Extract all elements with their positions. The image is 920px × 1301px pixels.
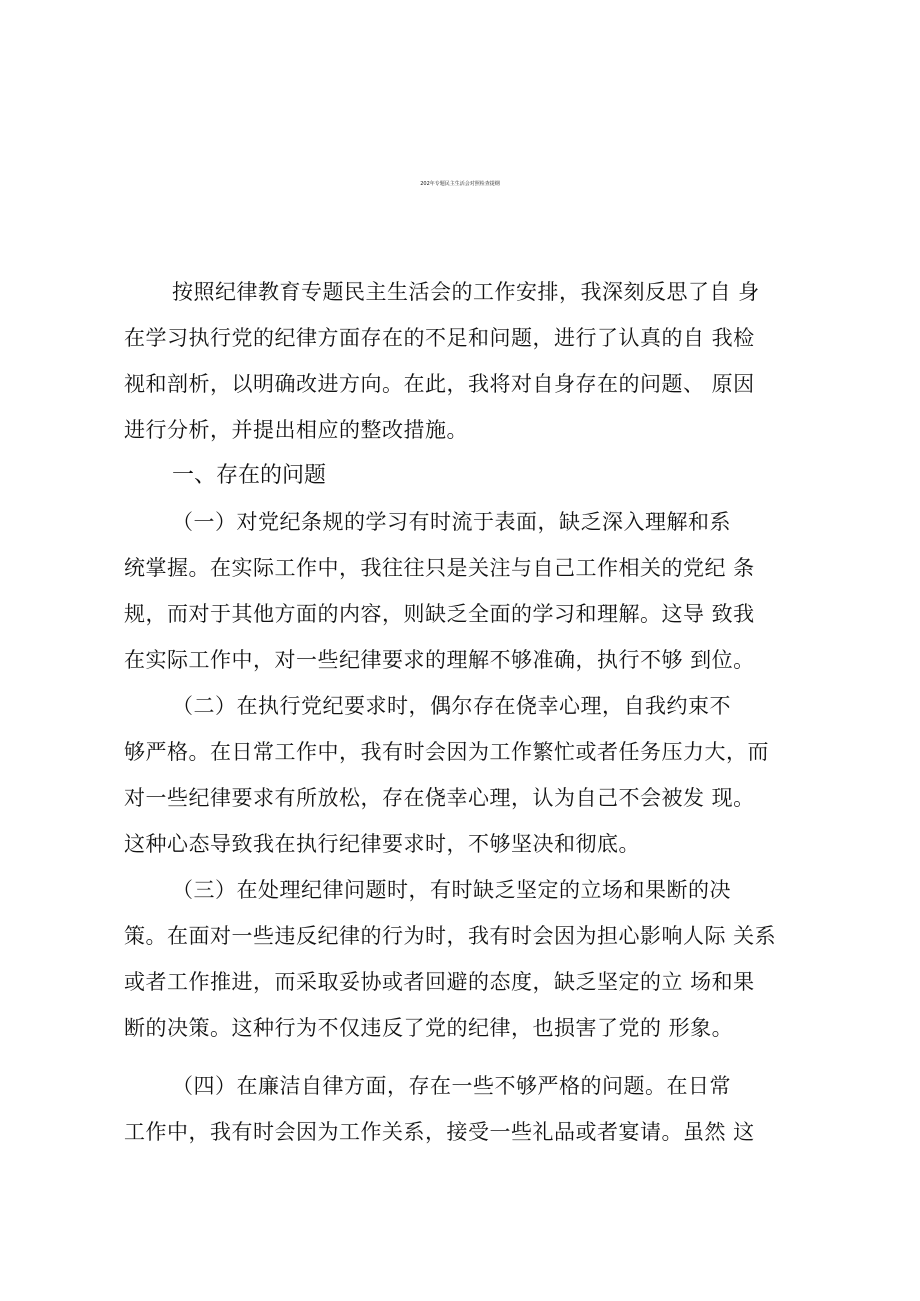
paragraph-line: 视和剖析，以明确改进方向。在此，我将对自身存在的问题、 原因 — [124, 372, 755, 396]
paragraph-line: 这种心态导致我在执行纪律要求时，不够坚决和彻底。 — [124, 832, 640, 856]
paragraph-line: （二）在执行党纪要求时，偶尔存在侥幸心理，自我约束不 — [172, 694, 731, 718]
paragraph-line: （三）在处理纪律问题时，有时缺乏坚定的立场和果断的决 — [172, 878, 731, 902]
section-heading: 一、存在的问题 — [172, 463, 327, 488]
paragraph-line: 对一些纪律要求有所放松，存在侥幸心理，认为自己不会被发 现。 — [124, 786, 755, 810]
paragraph-line: 统掌握。在实际工作中，我往往只是关注与自己工作相关的党纪 条 — [124, 556, 755, 580]
paragraph-line: 进行分析，并提出相应的整改措施。 — [124, 418, 468, 442]
paragraph-line: （四）在廉洁自律方面，存在一些不够严格的问题。在日常 — [172, 1074, 731, 1098]
paragraph-line: 或者工作推进，而采取妥协或者回避的态度，缺乏坚定的立 场和果 — [124, 970, 755, 994]
paragraph-line: 在实际工作中，对一些纪律要求的理解不够准确，执行不够 到位。 — [124, 648, 755, 672]
paragraph-line: 在学习执行党的纪律方面存在的不足和问题，进行了认真的自 我检 — [124, 326, 755, 350]
document-title: 202年专题民主生活会对照检查提纲 — [420, 181, 500, 187]
paragraph-line: （一）对党纪条规的学习有时流于表面，缺乏深入理解和系 — [172, 510, 731, 534]
paragraph-line: 规，而对于其他方面的内容，则缺乏全面的学习和理解。这导 致我 — [124, 602, 755, 626]
paragraph-line: 够严格。在日常工作中，我有时会因为工作繁忙或者任务压力大，而 — [124, 740, 769, 764]
paragraph-line: 工作中，我有时会因为工作关系，接受一些礼品或者宴请。虽然 这 — [124, 1120, 755, 1144]
paragraph-line: 策。在面对一些违反纪律的行为时，我有时会因为担心影响人际 关系 — [124, 924, 777, 948]
paragraph-line: 按照纪律教育专题民主生活会的工作安排，我深刻反思了自 身 — [172, 280, 760, 304]
paragraph-line: 断的决策。这种行为不仅违反了党的纪律，也损害了党的 形象。 — [124, 1016, 734, 1040]
